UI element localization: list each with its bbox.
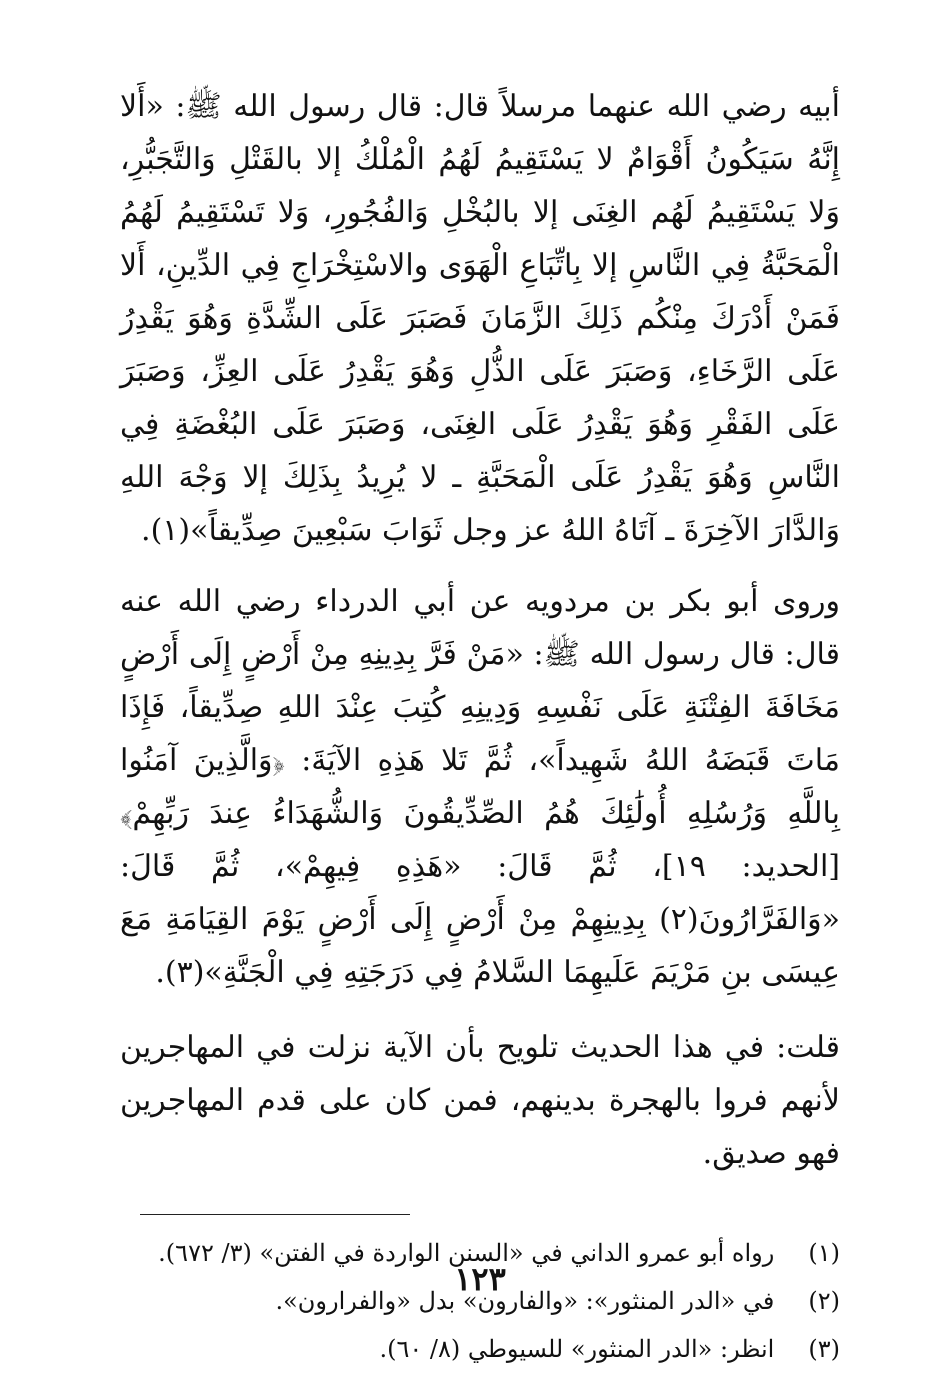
paragraph-commentary: قلت: في هذا الحديث تلويح بأن الآية نزلت في المهاجرين لأنهم فروا بالهجرة بدينهم، فمن كان على قدم المهاجرين فهو صديق. (120, 1030, 840, 1171)
footnotes-list (120, 1229, 840, 1373)
footnote-text: انظر: «الدر المنثور» للسيوطي (٨/ ٦٠). (379, 1335, 775, 1363)
paragraph-hadith-2: وروى أبو بكر بن مردويه عن أبي الدرداء رضي الله عنه قال: قال رسول الله ﷺ: «مَنْ فَرَّ بِدِينِهِ مِنْ أَرْضٍ إِلَى أَرْضٍ مَخَافَةَ الفِتْنَةِ عَلَى نَفْسِهِ وَدِينِهِ كُتِبَ عِنْدَ اللهِ صِدِّيقاً، فَإِذَا مَاتَ قَبَضَهُ اللهُ شَهِيداً»، ثُمَّ تَلا هَذِهِ الآيَةَ: ﴿وَالَّذِينَ آمَنُوا بِاللَّهِ وَرُسُلِهِ أُولَٰئِكَ هُمُ الصِّدِّيقُونَ وَالشُّهَدَاءُ عِندَ رَبِّهِمْ﴾[الحديد: ١٩]، ثُمَّ قَالَ: «هَذِهِ فِيهِمْ»، ثُمَّ قَالَ: «وَالفَرَّارُونَ(٢) بِدِينِهِمْ مِنْ أَرْضٍ إِلَى أَرْضٍ يَوْمَ القِيَامَةِ مَعَ عِيسَى بنِ مَرْيَمَ عَلَيهِمَا السَّلامُ فِي دَرَجَتِهِ فِي الْجَنَّةِ»(٣). (120, 584, 840, 990)
footnote-text: رواه أبو عمرو الداني في «السنن الواردة في الفتن» (٣/ ٦٧٢). (158, 1239, 775, 1267)
footnote-separator-wrap (120, 1214, 840, 1215)
page-number: ١٢٣ (454, 1260, 506, 1298)
footnote-text: في «الدر المنثور»: «والفارون» بدل «والفرارون». (275, 1287, 775, 1315)
book-page (120, 80, 840, 1363)
footnote-separator (140, 1214, 410, 1215)
footnote-number: (٣) (808, 1335, 840, 1363)
footnote-number: (٢) (808, 1287, 840, 1315)
paragraph-hadith-1: أبيه رضي الله عنهما مرسلاً قال: قال رسول الله ﷺ: «أَلا إِنَّهُ سَيَكُونُ أَقْوَامٌ لا يَسْتَقِيمُ لَهُمُ الْمُلْكُ إلا بالقَتْلِ وَالتَّجَبُّرِ، وَلا يَسْتَقِيمُ لَهُم الغِنَى إلا بالبُخْلِ وَالفُجُورِ، وَلا تَسْتَقِيمُ لَهُمُ الْمَحَبَّةُ فِي النَّاسِ إلا بِاتِّبَاعِ الْهَوَى والاسْتِخْرَاجِ فِي الدِّينِ، أَلا فَمَنْ أَدْرَكَ مِنْكُم ذَلِكَ الزَّمَانَ فَصَبَرَ عَلَى الشِّدَّةِ وَهُوَ يَقْدِرُ عَلَى الرَّخَاءِ، وَصَبَرَ عَلَى الذُّلِ وَهُوَ يَقْدِرُ عَلَى العِزِّ، وَصَبَرَ عَلَى الفَقْرِ وَهُوَ يَقْدِرُ عَلَى الغِنَى، وَصَبَرَ عَلَى البُغْضَةِ فِي النَّاسِ وَهُوَ يَقْدِرُ عَلَى الْمَحَبَّةِ ـ لا يُرِيدُ بِذَلِكَ إلا وَجْهَ اللهِ وَالدَّارَ الآخِرَةَ ـ آتَاهُ اللهُ عز وجل ثَوَابَ سَبْعِينَ صِدِّيقاً»(١). (120, 89, 840, 548)
footnote-item (120, 1325, 840, 1373)
footnote-number: (١) (808, 1239, 840, 1267)
